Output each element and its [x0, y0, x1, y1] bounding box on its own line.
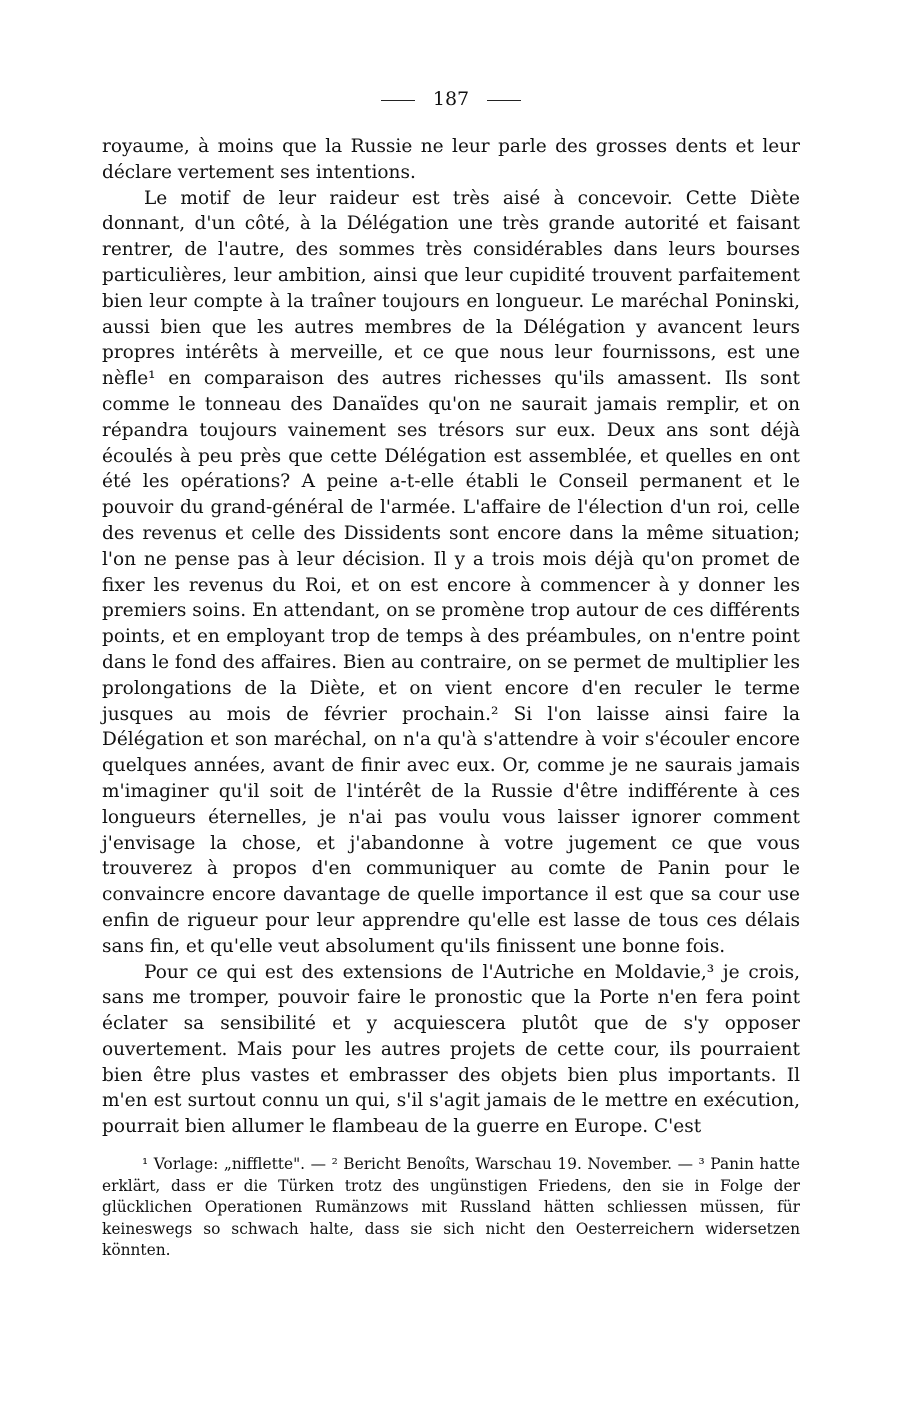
paragraph-2: Le motif de leur raideur est très aisé à concevoir. Cette Diète donnant, d'un côté, à la Délégation une très grande autorité et faisant rentrer, de l'autre, des sommes très considérables dans leurs bourses particulières, leur ambition, ainsi que leur cupidité trouvent parfaitement bien leur compte à la traîner toujours en longueur. Le maréchal Poninski, aussi bien que les autres membres de la Délégation y avancent leurs propres intérêts à merveille, et ce que nous leur fournissons, est une nèfle¹ en comparaison des autres richesses qu'ils amassent. Ils sont comme le tonneau des Danaïdes qu'on ne saurait jamais remplir, et on répandra toujours vainement ses trésors sur eux. Deux ans sont déjà écoulés à peu près que cette Délégation est assemblée, et quelles en ont été les opérations? A peine a-t-elle établi le Conseil permanent et le pouvoir du grand-général de l'armée. L'affaire de l'élection d'un roi, celle des revenus et celle des Dissidents sont encore dans la même situation; l'on ne pense pas à leur décision. Il y a trois mois déjà qu'on promet de fixer les revenus du Roi, et on est encore à commencer à y donner les premiers soins. En attendant, on se promène trop autour de ces différents points, et en employant trop de temps à des préambules, on n'entre point dans le fond des affaires. Bien au contraire, on se permet de multiplier les prolongations de la Diète, et on vient encore d'en reculer le terme jusques au mois de février prochain.² Si l'on laisse ainsi faire la Délégation et son maréchal, on n'a qu'à s'attendre à voir s'écouler encore quelques années, avant de finir avec eux. Or, comme je ne saurais jamais m'imaginer qu'il soit de l'intérêt de la Russie d'être indifférente à ces longueurs éternelles, je n'ai pas voulu vous laisser ignorer comment j'envisage la chose, et j'abandonne à votre jugement ce que vous trouverez à propos d'en communiquer au comte de Panin pour le convaincre encore davantage de quelle importance il est que sa cour use enfin de rigueur pour leur apprendre qu'elle est lasse de tous ces délais sans fin, et qu'elle veut absolument qu'ils finissent une bonne fois. — [102, 187, 800, 957]
footnote-text: ¹ Vorlage: „nifflette". — ² Bericht Benoîts, Warschau 19. November. — ³ Panin hatte erklärt, dass er die Türken trotz des ungünstigen Friedens, den sie in Folge der glücklichen Operationen Rumänzows mit Russland hätten schliessen müssen, für keineswegs so schwach halte, dass sie sich nicht den Oesterreichern widersetzen könnten. — [102, 1155, 800, 1260]
page-number: 187 — [432, 88, 470, 110]
paragraph-3: Pour ce qui est des extensions de l'Autriche en Moldavie,³ je crois, sans me tromper, pouvoir faire le pronostic que la Porte n'en fera point éclater sa sensibilité et y acquiescera plutôt que de s'y opposer ouvertement. Mais pour les autres projets de cette cour, ils pourraient bien être plus vastes et embrasser des objets bien plus importants. Il m'en est surtout connu un qui, s'il s'agit jamais de le mettre en exécution, pourrait bien allumer le flambeau de la guerre en Europe. C'est — [102, 961, 800, 1138]
paragraph-1: royaume, à moins que la Russie ne leur parle des grosses dents et leur déclare vertement ses intentions. — [102, 136, 800, 183]
page-header — [102, 88, 800, 110]
header-dash-right — [487, 100, 521, 101]
body-text — [102, 134, 800, 1140]
header-dash-left — [381, 100, 415, 101]
footnotes — [102, 1154, 800, 1262]
